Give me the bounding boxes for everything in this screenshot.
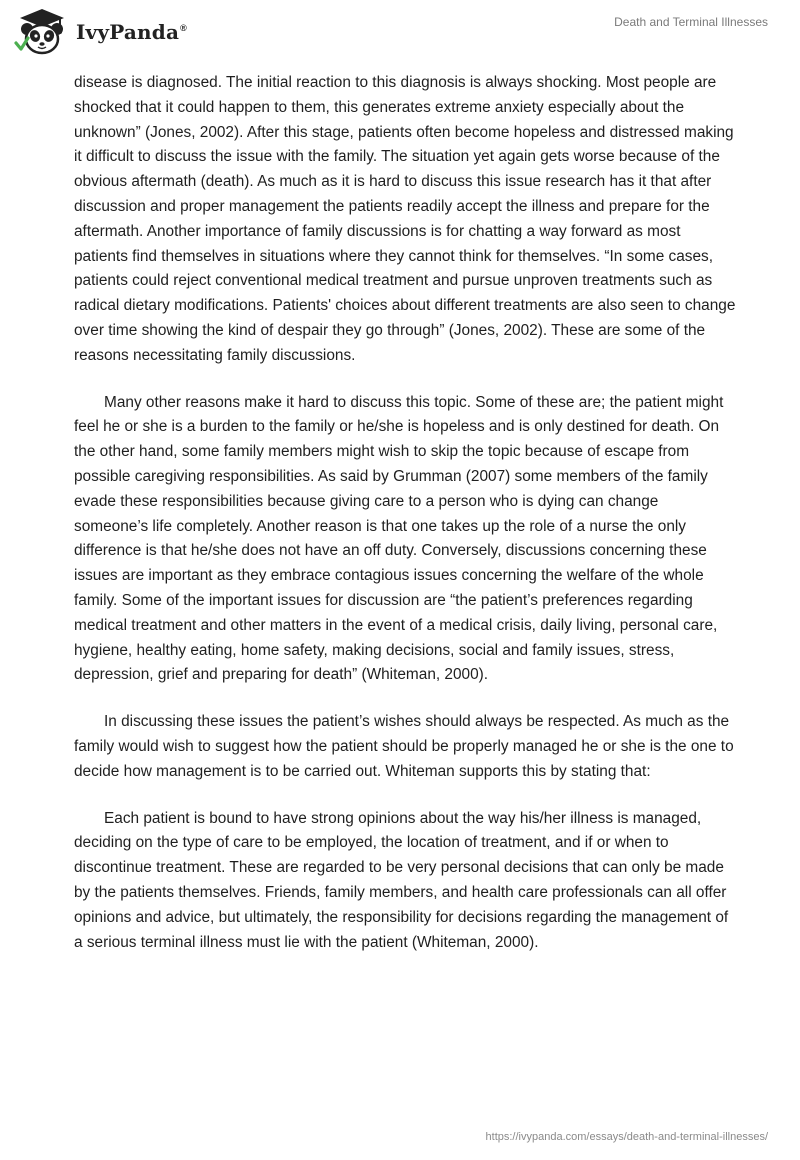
paragraph-1: disease is diagnosed. The initial reaction to this diagnosis is always shocking. Most people are shocked that it could happen to them, this generates extreme anxiety especially about the unknown” (Jones, 2002). After this stage, patients often become hopeless and distressed making it difficult to discuss the issue with the family. The situation yet again gets worse because of the obvious aftermath (death). As much as it is hard to discuss this issue research has it that after discussion and proper management the patients readily accept the illness and prepare for the aftermath. Another importance of family discussions is for chatting a way forward as most patients find themselves in situations where they cannot think for themselves. “In some cases, patients could reject conventional medical treatment and pursue unproven treatments such as radical dietary modifications. Patients' choices about different treatments are also seen to change over time showing the kind of despair they go through” (Jones, 2002). These are some of the reasons necessitating family discussions. xyxy=(74,74,736,364)
quote-paragraph: Each patient is bound to have strong opinions about the way his/her illness is managed, deciding on the type of care to be employed, the location of treatment, and if or when to discontinue treatment. These are regarded to be very personal decisions that can only be made by the patients themselves. Friends, family members, and health care professionals can all offer opinions and advice, but ultimately, the responsibility for decisions regarding the management of a serious terminal illness must lie with the patient (Whiteman, 2000). xyxy=(74,809,729,951)
source-url[interactable]: https://ivypanda.com/essays/death-and-terminal-illnesses/ xyxy=(485,1131,768,1143)
brand-name: IvyPanda® xyxy=(76,20,187,44)
paragraph-2: Many other reasons make it hard to discuss this topic. Some of these are; the patient might feel he or she is a burden to the family or he/she is hopeless and is only destined for death. On the other hand, some family members might wish to skip the topic because of escape from possible caregiving responsibilities. As said by Grumman (2007) some members of the family evade these responsibilities because giving care to a person who is dying can change someone’s life completely. Another reason is that one takes up the role of a nurse the only difference is that he/she does not have an off duty. Conversely, discussions concerning these issues are important as they embrace contagious issues concerning the welfare of the whole family. Some of the important issues for discussion are “the patient’s preferences regarding medical treatment and other matters in the event of a medical crisis, daily living, personal care, hygiene, healthy eating, home safety, making decisions, social and family issues, stress, depression, grief and preparing for death” (Whiteman, 2000). xyxy=(74,393,724,684)
document-title: Death and Terminal Illnesses xyxy=(614,15,768,29)
paragraph-3: In discussing these issues the patient’s wishes should always be respected. As much as the family would wish to suggest how the patient should be properly managed he or she is the one to decide how management is to be carried out. Whiteman supports this by stating that: xyxy=(74,713,734,780)
registered-mark: ® xyxy=(180,23,187,34)
brand-logo[interactable] xyxy=(14,7,187,57)
essay-body xyxy=(74,71,736,977)
page-header xyxy=(0,0,800,64)
panda-graduation-cap-icon xyxy=(14,7,70,57)
